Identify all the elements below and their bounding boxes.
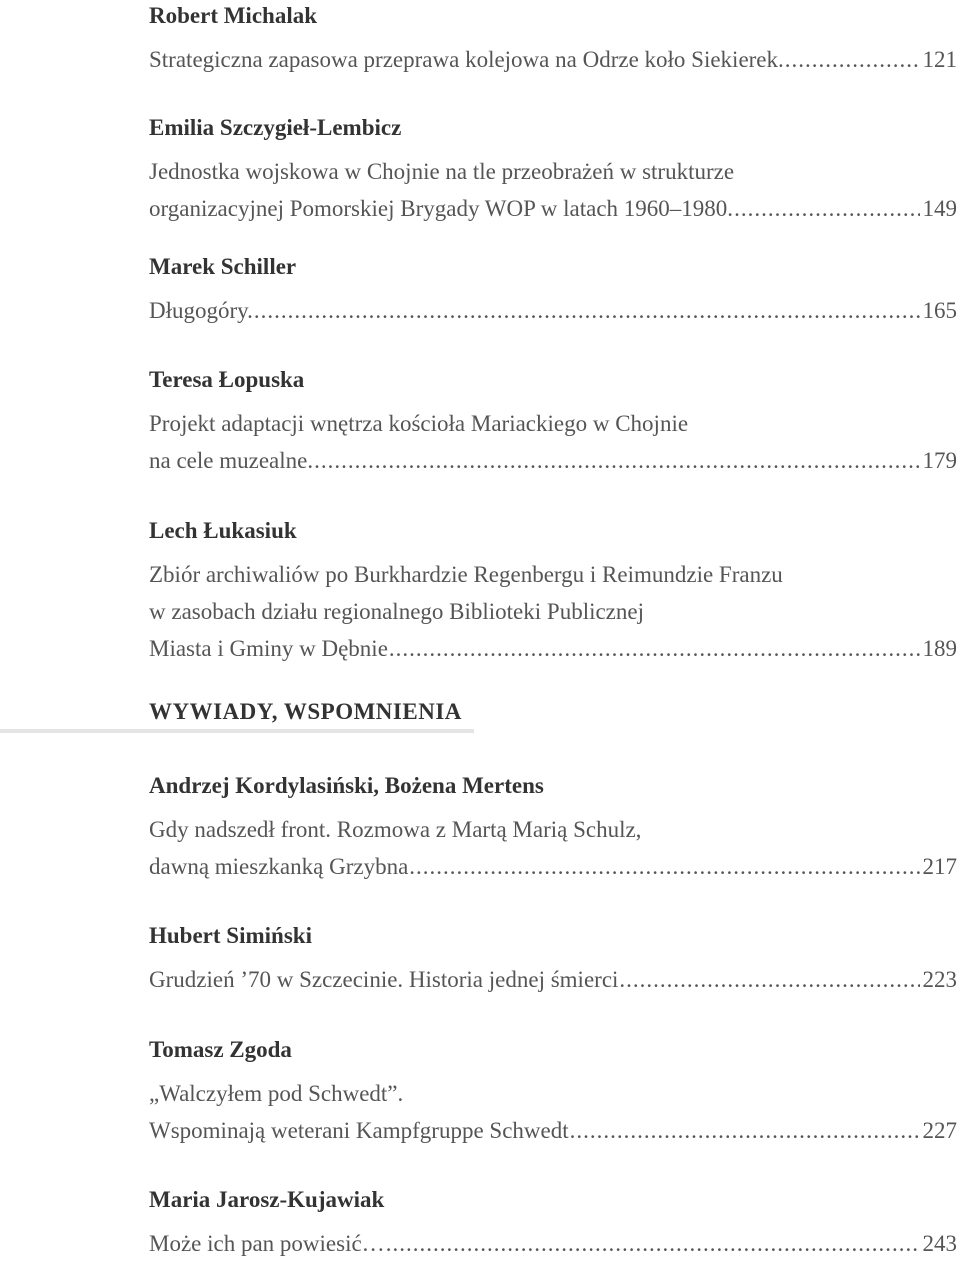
entry-author: Marek Schiller xyxy=(149,254,297,279)
entry-title: Grudzień ’70 w Szczecinie. Historia jednej śmierci xyxy=(149,967,619,992)
entry-title: Gdy nadszedł front. Rozmowa z Martą Marią Schulz, xyxy=(149,817,642,842)
page-number: 223 xyxy=(922,967,957,992)
page-number: 179 xyxy=(922,448,957,473)
entry-title-line xyxy=(149,630,957,667)
entry-author: Hubert Simiński xyxy=(149,923,312,948)
toc-entry xyxy=(149,772,957,885)
entry-title: Strategiczna zapasowa przeprawa kolejowa na Odrze koło Siekierek. xyxy=(149,47,784,72)
page-number: 121 xyxy=(922,47,957,72)
dot-leader xyxy=(389,630,920,667)
toc-entry xyxy=(149,366,957,479)
entry-author: Andrzej Kordylasiński, Bożena Mertens xyxy=(149,773,544,798)
entry-title: Może ich pan powiesić… xyxy=(149,1231,385,1256)
entry-title-line xyxy=(149,961,957,998)
entry-title: Wspominają weterani Kampfgruppe Schwedt xyxy=(149,1118,569,1143)
page-number: 217 xyxy=(922,854,957,879)
entry-title: „Walczyłem pod Schwedt”. xyxy=(149,1081,404,1106)
section-heading: WYWIADY, WSPOMNIENIA xyxy=(149,699,462,724)
page-number: 243 xyxy=(922,1231,957,1256)
entry-title-line xyxy=(149,1112,957,1149)
page-number: 165 xyxy=(922,298,957,323)
dot-leader xyxy=(734,190,920,227)
dot-leader xyxy=(386,1225,920,1262)
entry-title: w zasobach działu regionalnego Biblioteki Publicznej xyxy=(149,599,644,624)
dot-leader xyxy=(409,848,920,885)
toc-entry xyxy=(149,922,957,998)
entry-author: Maria Jarosz-Kujawiak xyxy=(149,1187,385,1212)
entry-title: Miasta i Gminy w Dębnie xyxy=(149,636,388,661)
dot-leader xyxy=(570,1112,920,1149)
entry-title-line xyxy=(149,593,957,630)
entry-title-line xyxy=(149,811,957,848)
toc-entry xyxy=(149,1186,957,1262)
entry-title: Projekt adaptacji wnętrza kościoła Mariackiego w Chojnie xyxy=(149,411,689,436)
entry-title-line xyxy=(149,190,957,227)
entry-title-line xyxy=(149,848,957,885)
entry-author: Lech Łukasiuk xyxy=(149,518,297,543)
toc-entry xyxy=(149,2,957,78)
entry-title: na cele muzealne. xyxy=(149,448,314,473)
toc-entry xyxy=(149,114,957,227)
entry-title-line xyxy=(149,556,957,593)
entry-author: Teresa Łopuska xyxy=(149,367,305,392)
entry-author: Robert Michalak xyxy=(149,3,318,28)
toc-entry xyxy=(149,1036,957,1149)
entry-title: Zbiór archiwaliów po Burkhardzie Regenbergu i Reimundzie Franzu xyxy=(149,562,783,587)
entry-title-line xyxy=(149,442,957,479)
dot-leader xyxy=(254,292,920,329)
page-number: 227 xyxy=(922,1118,957,1143)
toc-entry xyxy=(149,517,957,667)
entry-title-line xyxy=(149,1075,957,1112)
entry-title: Długogóry. xyxy=(149,298,253,323)
entry-title-line xyxy=(149,1225,957,1262)
entry-title-line xyxy=(149,292,957,329)
entry-title-line xyxy=(149,153,957,190)
section-rule xyxy=(0,729,474,733)
page-number: 149 xyxy=(922,196,957,221)
entry-title: Jednostka wojskowa w Chojnie na tle przeobrażeń w strukturze xyxy=(149,159,735,184)
dot-leader xyxy=(619,961,920,998)
dot-leader xyxy=(314,442,920,479)
entry-title: organizacyjnej Pomorskiej Brygady WOP w latach 1960–1980. xyxy=(149,196,734,221)
entry-title: dawną mieszkanką Grzybna xyxy=(149,854,409,879)
toc-entry xyxy=(149,253,957,329)
entry-author: Tomasz Zgoda xyxy=(149,1037,292,1062)
page-number: 189 xyxy=(922,636,957,661)
dot-leader xyxy=(785,41,920,78)
entry-title-line xyxy=(149,41,957,78)
entry-author: Emilia Szczygieł-Lembicz xyxy=(149,115,402,140)
entry-title-line xyxy=(149,405,957,442)
